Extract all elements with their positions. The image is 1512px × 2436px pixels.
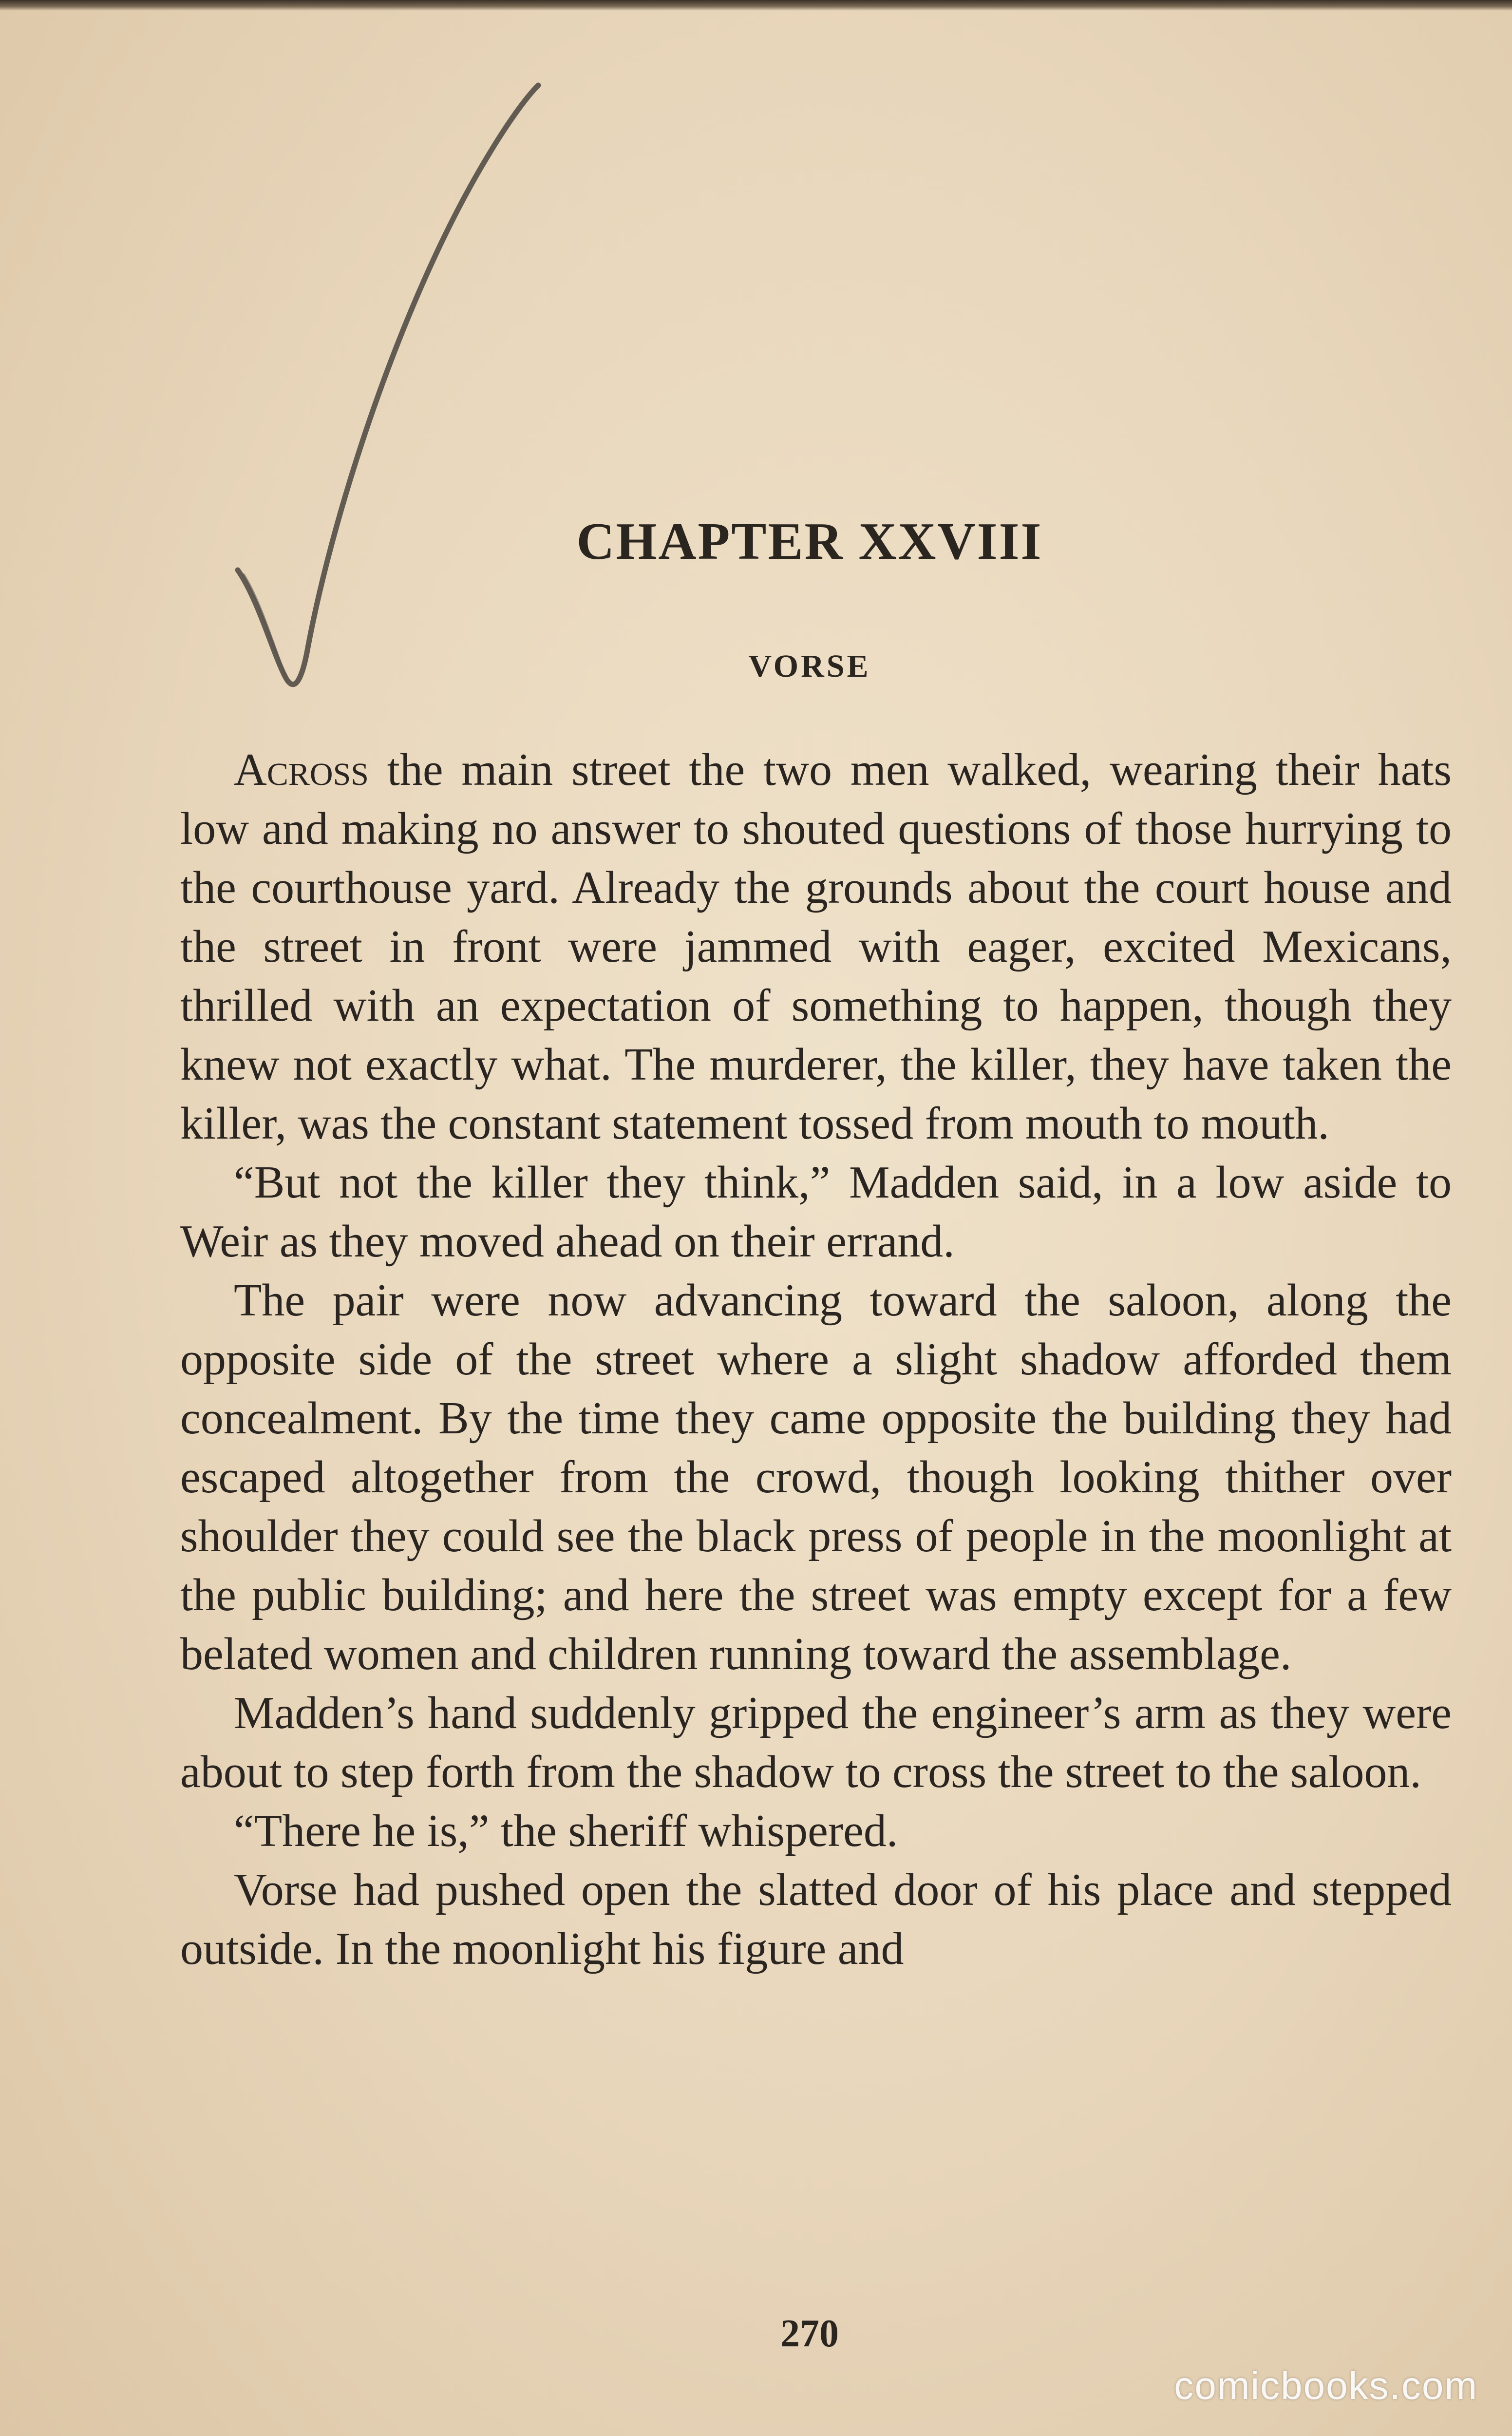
chapter-body [180, 741, 1452, 1979]
paragraph [180, 741, 1452, 1153]
paragraph-text: the main street the two men walked, wearing their hats low and making no answer to shouted questions of those hurrying to the courthouse yard. Already the grounds about the court house and the street in front were jammed with eager, excited Mexicans, thrilled with an expectation of something to happen, though they knew not exactly what. The murderer, the killer, they have taken the killer, was the constant statement tossed from mouth to mouth. [180, 744, 1452, 1149]
drop-word-rest: cross [266, 744, 369, 795]
watermark-text: comicbooks.com [1174, 2364, 1478, 2407]
paragraph: “There he is,” the sheriff whispered. [234, 1806, 898, 1856]
page-number: 270 [780, 2312, 839, 2355]
paragraph: The pair were now advancing toward the saloon, along the opposite side of the street where a slight shadow afforded them concealment. By the time they came opposite the building they had escaped altogether from the crowd, though looking thither over shoulder they could see the black press of people in the moonlight at the public building; and here the street was empty except for a few belated women and children running toward the assemblage. [180, 1275, 1452, 1679]
paragraph: “But not the killer they think,” Madden said, in a low aside to Weir as they moved ahead on their errand. [180, 1157, 1452, 1267]
drop-word-lead: A [234, 744, 267, 795]
chapter-title: CHAPTER XXVIII [576, 513, 1043, 571]
pencil-checkmark-icon [214, 78, 565, 711]
page-top-edge [0, 0, 1512, 11]
paragraph: Madden’s hand suddenly gripped the engineer’s arm as they were about to step forth from the shadow to cross the street to the saloon. [180, 1688, 1452, 1797]
paragraph: Vorse had pushed open the slatted door of his place and stepped outside. In the moonlight his figure and [180, 1865, 1452, 1974]
chapter-subtitle: VORSE [748, 648, 871, 684]
